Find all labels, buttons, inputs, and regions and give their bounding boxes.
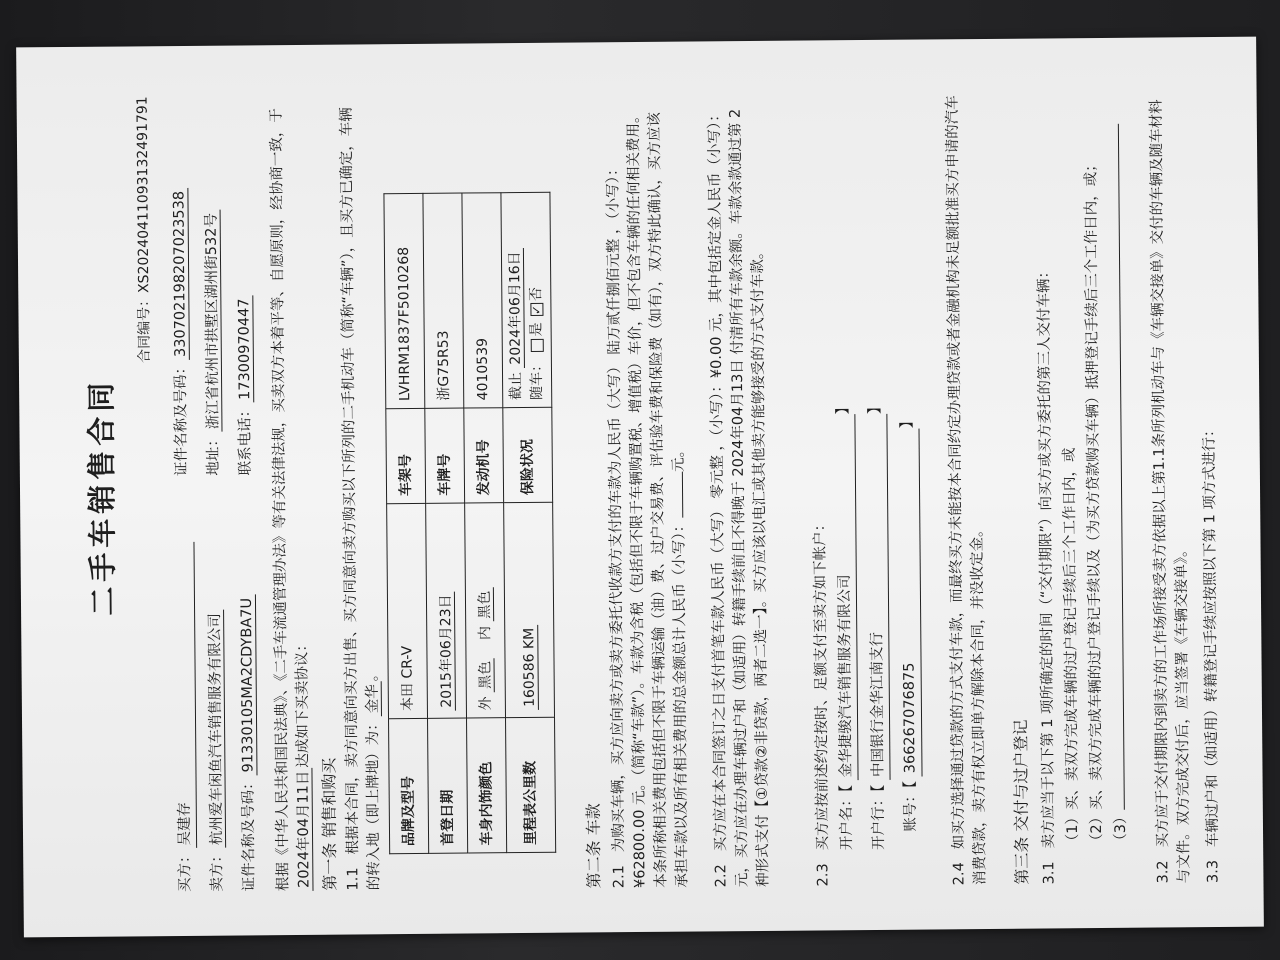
clause-3-1-option-2: （2）买、卖双方完成车辆的过户登记手续以及（为买方贷款购买车辆）抵押登记手续后三个工作日内，或；	[1083, 157, 1106, 849]
seller-tel-row: 联系电话：17300970447	[234, 295, 257, 475]
clause-2-3: 2.3买方应按前述约定按时、足额支付至卖方如下帐户：	[812, 516, 832, 887]
insurance-no-checkbox	[530, 303, 543, 316]
account-number-row: 账号：【 366267076875】	[897, 414, 923, 832]
clause-3-3: 3.3车辆过户和（如适用）转籍登记手续应按照以下第 1 项方式进行：	[1201, 422, 1222, 884]
reg-label: 首登日期	[428, 718, 468, 853]
clause-3-1: 3.1卖方应当于以下第 1 项所确定的时间（“交付期限”）向买方或买方委托的第三人交付车辆：	[1036, 263, 1058, 885]
account-name-row: 开户名：【 金华捷骏汽车销售服务有限公司】	[833, 400, 859, 851]
buyer-id-row: 证件名称及号码：330702198207023538	[169, 188, 193, 476]
clause-2-2: 2.2买方应在本合同签订之日支付首笔车款人民币（大写） 零元整 ，（小写）：¥0.00 元，其中包括定金人民币（小写）： 元，买方应在办理车辆过户和（如适用）转籍手续前且不得晚于 2024年04月13日 付清所有车款余额。车款余款通过第 2 种形式支付【①贷款②非贷款，两者二选一】。买方应该以电汇或其他卖方能够接受的方式支付车款。	[706, 107, 772, 888]
seller-row: 卖方：杭州爱车闲鱼汽车销售服务有限公司	[205, 610, 228, 892]
contract-number: 合同编号：XS20240411093132491791	[134, 96, 153, 364]
contract-paper	[16, 37, 1264, 938]
seller-address-row: 地址：浙江省杭州市拱墅区湖州街532号	[202, 210, 225, 476]
mileage-label: 里程表公里数	[506, 717, 556, 852]
mileage-value: 160586 KM	[521, 625, 539, 710]
reg-value: 2015年06月23日	[437, 591, 455, 710]
clause-2-4: 2.4如买方选择通过贷款的方式支付车款，而最终买方未能按本合同约定办理贷款或者金融机构未足额批准买方申请的汽车消费贷款，卖方有权立即单方解除本合同，并没收定金。	[944, 95, 989, 886]
brand-label: 品牌及型号	[389, 718, 429, 853]
buyer-name: 吴建存	[172, 542, 197, 848]
buyer-id: 330702198207023538	[171, 188, 190, 360]
page-title: 二手车销售合同	[84, 377, 121, 616]
brand-value: 本田 CR-V	[387, 503, 428, 718]
preamble: 根据《中华人民共和国民法典》、《二手车流通管理办法》等有关法律法规，买卖双方本着平等、自愿原则，经协商一致，于 2024年04月11日达成如下买卖协议：	[268, 108, 313, 892]
plate-label: 车牌号	[425, 408, 465, 503]
vin-label: 车架号	[386, 408, 426, 503]
color-value: 外 黑色 内 黑色	[465, 503, 506, 718]
engine-value: 4010539	[462, 193, 503, 408]
buyer-row: 买方：吴建存	[172, 542, 197, 892]
insurance-value: 截止 2024年06月16日 随车： 是 ✓否	[501, 192, 552, 407]
vehicle-table	[383, 192, 556, 854]
seller-address: 浙江省杭州市拱墅区湖州街532号	[204, 210, 223, 432]
seller-tel: 17300970447	[236, 295, 254, 403]
insurance-label: 保险状况	[503, 407, 553, 502]
clause-1-1: 1.1根据本合同，卖方同意向买方出售、买方同意向卖方购买以下所列的二手机动车（简称“车辆”），且买方已确定，车辆的转入地（即上牌地）为：金华。	[338, 107, 383, 891]
clause-3-2: 3.2买方应于交付期限内到卖方的工作场所接受卖方依据以上第1.1条所列机动车与《车辆交接单》交付的车辆及随车材料与文件。双方完成交付后，应当签署《车辆交接单》。	[1148, 99, 1193, 884]
engine-label: 发动机号	[464, 408, 504, 503]
color-label: 车身内饰颜色	[467, 718, 507, 853]
clause-3-1-option-1: （1）买、卖双方完成车辆的过户登记手续后三个工作日内，或	[1061, 447, 1082, 849]
clause-3-1-option-3: （3）	[1104, 58, 1132, 848]
article-1-title: 第一条 销售和购买	[319, 757, 340, 891]
insurance-yes-checkbox	[530, 338, 543, 351]
plate-value: 浙G75R53	[423, 193, 464, 408]
seller-id: 91330105MA2CDYBA7U	[239, 595, 258, 776]
contract-page	[36, 57, 1263, 928]
seller-name: 杭州爱车闲鱼汽车销售服务有限公司	[207, 610, 226, 848]
clause-2-1: 2.1为购买车辆，买方应向卖方或卖方委托代收款方支付的车款为人民币（大写） 陆万贰仟捌佰元整 ，（小写）：¥62800.00 元。（简称“车款”）。车款为含税（包括但不限于车辆购置税、增值税）车价，但不包含车辆的任何相关费用。本条所称相关费用包括但不限于车辆运输（油）费、过户交易费、评估验车费和保险费（如有），双方特此确认，买方应该承担车款以及所有相关费用的总金额总计人民币（小写）：元。	[605, 108, 691, 889]
article-2-title: 第二条 车款	[583, 803, 604, 889]
seller-id-row: 证件名称及号码：91330105MA2CDYBA7U	[237, 595, 261, 892]
vin-value: LVHRM1837F5010268	[384, 193, 425, 408]
account-bank-row: 开户行：【 中国银行金华江南支行】	[865, 399, 891, 850]
article-3-title: 第三条 交付与过户登记	[1011, 719, 1032, 885]
